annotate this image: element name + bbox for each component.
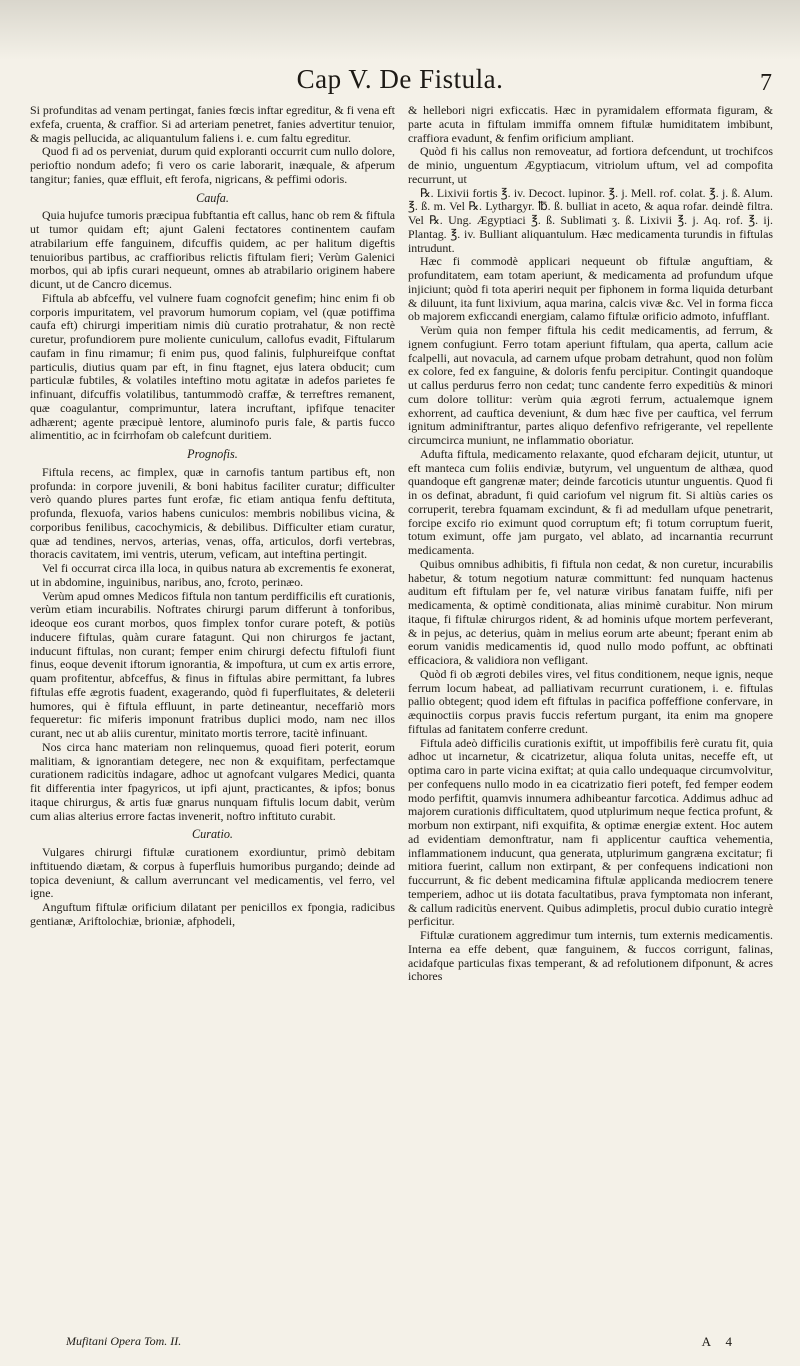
section-heading-causa: Caufa. — [196, 190, 229, 205]
section-heading-prognosis: Prognofis. — [187, 447, 238, 461]
paragraph: Anguftum fiftulæ orificium dilatant per penicillos ex fpongia, radicibus gentianæ, Ariftolochiæ, brioniæ, afphodeli, — [30, 900, 395, 928]
paragraph: Quibus omnibus adhibitis, fi fiftula non cedat, & non curetur, incurabilis habetur, & totum negotium naturæ committunt: fed nunquam hactenus auditum eft fiftulam per fe, vel naturæ viribus fanatam fuiffe, nifi per medicamenta, & optimè conditionata, alias minimè curabitur. Non mirum itaque, fi fiftulæ chirurgos rident, & ad hominis ufque mortem perfeverant, & in pejus, ac deterius, quàm in melius eorum arte abeunt; fperant enim ab eorum vanidis medicamentis id, quod nullo modo poffunt, ac obftinati efficaciora, & validiora non vefligant. — [408, 556, 773, 667]
paragraph: Fiftulæ curationem aggredimur tum internis, tum externis medicamentis. Interna ea effe debent, quæ fanguinem, & fuccos corrigunt, falinas, acidafque particulas fixas temperant, & ad refolutionem difponunt, & acres ichores — [408, 928, 773, 984]
paragraph: Fiftula adeò difficilis curationis exiftit, ut impoffibilis ferè curatu fit, quia adhoc ut incarnetur, & cicatrizetur, aliqua foluta unitas, neceffe eft, ut optima caro in parte vicina exiftat; at quia callo undequaque circumvolvitur, per confequens nullo modo in ea cicatrizatio fieri poteft, fed femper eodem modo perfiftit, quamvis innumera adhibeantur farcotica. Addimus adhuc ad majorem curationis difficultatem, quod utplurimum neque fectica profunt, & morbum non extirpant, nifi exquifita, & optimæ energiæ extent. Hoc autem ad evidentiam demonftratur, nam fi applicentur cauftica vehementia, inflammationem inducunt, qua generata, utplurimum gangræna excitatur; fi mitiora fuerint, callum non extirpant, & per confequens indicationi non fuccurrunt, & fic debent medicamina fiftulæ applicanda mediocrem tenere temperiem, adhoc ut iis dotata facultatibus, prava fymptomata non inferant, & callum radicitùs enervent. Quibus adimpletis, procul dubio curatio integrè perficitur. — [408, 735, 773, 929]
page-header — [0, 64, 800, 100]
right-column — [408, 104, 773, 984]
scan-top-margin — [0, 0, 800, 60]
signature-mark: A 4 — [701, 1334, 738, 1349]
paragraph: Fiftula ab abfceffu, vel vulnere fuam cognofcit genefim; hinc enim fi ob corporis impuritatem, vel pravorum humorum copiam, vel (quæ potiffima caufa eft) chirurgi imperitiam nimis diù curatio protrahatur, & non rectè curetur, profundiorem pure moliente cuniculum, callofus evadit, Fiftularum caufam in finu rimamur; fi enim pus, quod falinis, fulphureifque conftat particulis, diutius quam par eft, in finu ftagnet, ejus latera obducit; cum particulæ fubtiles, & volatiles inteftino motu agitatæ in adefos parietes fe infinuant, difcuffis volatilibus, tantummodò craffæ, & terreftres remanent, quæ coagulantur, comprimuntur, latera incruftant, ipfifque tenaciter adhærent; agente præcipuè lentore, aluminofo puris fale, & partis fucco alimentitio, ac in fcirrhofam ob calefcunt duritiem. — [30, 290, 395, 443]
paragraph: Adufta fiftula, medicamento relaxante, quod efcharam dejicit, utuntur, ut eft manteca cum foliis endiviæ, butyrum, vel unguentum de althæa, quod quandoque eft gangrenæ mater; deinde farcoticis utuntur unguentis. Quod fi in os definat, abradunt, fi quid cariofum vel nigrum fit. Si altiùs caries os corruperit, terebra fquamam excindunt, & fi ad medullam ufque penetrarit, forcipe excifo rio eximunt quod corruptum eft; fi totum corruptum fuerit, totum eximunt, offe jam purgato, vel ablato, ad incarnantia recurrunt medicamenta. — [408, 446, 773, 557]
paragraph: Hæc fi commodè applicari nequeunt ob fiftulæ anguftiam, & profunditatem, eam totam aperiunt, & medicamenta ad profundum ufque injiciunt; quòd fi tota aperiri nequit per fiphonem in forma liquida deturbant & diluunt, ita funt lixivium, aqua marina, calcis vivæ &c. Vel in forma ficca ob majorem exficcandi energiam, calamo fiftulæ orificio admoto, infufflant. — [408, 254, 773, 324]
paragraph: & hellebori nigri exficcatis. Hæc in pyramidalem efformata figuram, & parte acuta in fiftulam immiffa omnem fiftulæ humiditatem imbibunt, craffiora evadunt, & fenfim orificium ampliant. — [408, 103, 773, 145]
paragraph: Vel fi occurrat circa illa loca, in quibus natura ab excrementis fe exonerat, ut in abdomine, inguinibus, naribus, ano, fcroto, perinæo. — [30, 561, 395, 589]
paragraph: Quòd fi his callus non removeatur, ad fortiora defcendunt, ut trochifcos de minio, unguentum Ægyptiacum, vitriolum uftum, vel ad compofita recurrunt, ut — [408, 144, 773, 186]
page-number: 7 — [760, 70, 772, 96]
paragraph: Si profunditas ad venam pertingat, fanies fœcis inftar egreditur, & fi vena eft exfefa, cruenta, & craffior. Si ad arteriam penetret, fanies advertitur tenuior, & magis pellucida, ac aliquantulum faliens i. e. cum faltu egreditur. — [30, 103, 395, 145]
paragraph: Quòd fi ob ægroti debiles vires, vel fitus conditionem, neque ignis, neque ferrum locum habeat, ad palliativam recurrunt curationem, i. e. fiftulas pallio obtegent; quod idem eft fiftulas in pacifica poffeffione confervare, in æquinoctiis corpus pravis fuccis refertum purgant, ita enim ma gnopere fiftulas ad fanitatem conferre credunt. — [408, 666, 773, 736]
paragraph: Fiftula recens, ac fimplex, quæ in carnofis tantum partibus eft, non profunda: in corpore juvenili, & boni habitus faciliter curatur; difficulter verò quando plures partes funt erofæ, fic etiam antiqua fenfu deftituta, profunda, flexuofa, varios habens cuniculos: membris nobilibus vicina, & corporibus fenilibus, cacochymicis, & debilibus. Difficulter etiam curatur, quæ ad tendines, nervos, arterias, venas, offa, articulos, dorfi vertebras, thoracis cavitatem, imi ventris, uterum, veficam, aut inteftina pertingit. — [30, 464, 395, 562]
paragraph: Vulgares chirurgi fiftulæ curationem exordiuntur, primò debitam inftituendo diætam, & corpus à fuperfluis humoribus purgando; deinde ad topica deveniunt, & callum averruncant vel medicamentis, vel ferro, vel igne. — [30, 845, 395, 901]
section-heading-curatio: Curatio. — [192, 827, 233, 842]
paragraph: Quia hujufce tumoris præcipua fubftantia eft callus, hanc ob rem & fiftula ut tumor quidam eft; ajunt Galeni fectatores continentem caufam atrabilarium effe fanguinem, difcuffis quidem, ac per halitum digeftis tenuioribus partibus, ac craffioribus relictis fiftulam fieri; Verùm Galenici morbos, qui ab ipfis curari nequeunt, omnes ab atrabilario originem habere dicunt, ut de Cancro dicemus. — [30, 208, 395, 291]
paragraph: Quod fi ad os perveniat, durum quid exploranti occurrit cum nullo dolore, perioftio nondum adefo; fi vero os carie laborarit, inæquale, & afperum tangitur; fanies, quæ effluit, eft ferofa, nigricans, & peffimi odoris. — [30, 144, 395, 186]
paragraph: Verùm quia non femper fiftula his cedit medicamentis, ad ferrum, & ignem confugiunt. Ferro totam aperiunt fiftulam, qua aperta, callum acie fcalpelli, aut novacula, ad carnem ufque probam detrahunt, quod non folùm ex colore, fed ex fanguine, & doloris fenfu percipitur. Contingit quandoque ut callus perdurus ferro non cedat; tunc candente ferro expeditiùs & minori cum dolore tollitur: verùm quia ægroti ferrum, actualemque ignem exhorrent, ad cauftica deveniunt, & dum hæc five per cauftica, vel ferrum ignitum adminiftrantur, partes aliquo defenfivo refrigerante, vel repellente circumcirca muniunt, ne inflammatio oboriatur. — [408, 323, 773, 447]
footer-book-title: Mufitani Opera Tom. II. — [66, 1334, 182, 1348]
paragraph: Verùm apud omnes Medicos fiftula non tantum perdifficilis eft curationis, verùm etiam incurabilis. Noftrates chirurgi parum differunt à tonforibus, ideoque eos curant morbos, quos fimplex tonfor curare poteft, & potiùs inducere fiftulas, quàm curare fatagunt. Qui non chirurgos fe jactant, inducunt fiftulas, non curant; femper enim chirurgi defectu fiftulofi fiunt finus, eoque devenit iftorum ignorantia, & impoftura, ut cum ex artis errore, quam profitentur, abfceffus, & finus in fiftulas abire permittant, fa lubres fiftulas effe ægrotis fuadent, exagerando, quòd fi fuperfluitates, & deleterii humores, qui è fiftula effluunt, in parte detineantur, neceffariò mors fequeretur: fic miferis imponunt fratribus duplici modo, nam nec illos curant, nec ut ab aliis curentur, minitato mortis terrore, tacitè infinuant. — [30, 588, 395, 740]
paragraph: Nos circa hanc materiam non relinquemus, quoad fieri poterit, eorum malitiam, & ignorantiam detegere, nec non & exquifitam, perfectamque curationem radicitùs indagare, adhoc ut agnofcant vulgares Medici, quanta fit differentia inter fpagyricos, ut ipfi ajunt, practicantes, & ipfos; bonus itaque chirurgus, & artis fuæ gnarus nunquam fiftulis locum dabit, verùm cum alias alterius errore factas invenerit, noftro inftituto curabit. — [30, 739, 395, 823]
left-column — [30, 104, 395, 929]
paragraph: ℞. Lixivii fortis ℥. iv. Decoct. lupinor. ℥. j. Mell. rof. colat. ℥. j. ß. Alum. ℥. ß. m. Vel ℞. Lythargyr. ℔. ß. bulliat in aceto, & aqua rofar. deindè filtra. Vel ℞. Ung. Ægyptiaci ℥. ß. Sublimati ʒ. ß. Lixivii ℥. j. Aq. rof. ℥. ij. Plantag. ℥. iv. Bulliant aliquantulum. Hæc medicamenta turundis in fiftulas intrudunt. — [408, 185, 773, 255]
running-title: Cap V. De Fistula. — [296, 64, 504, 94]
